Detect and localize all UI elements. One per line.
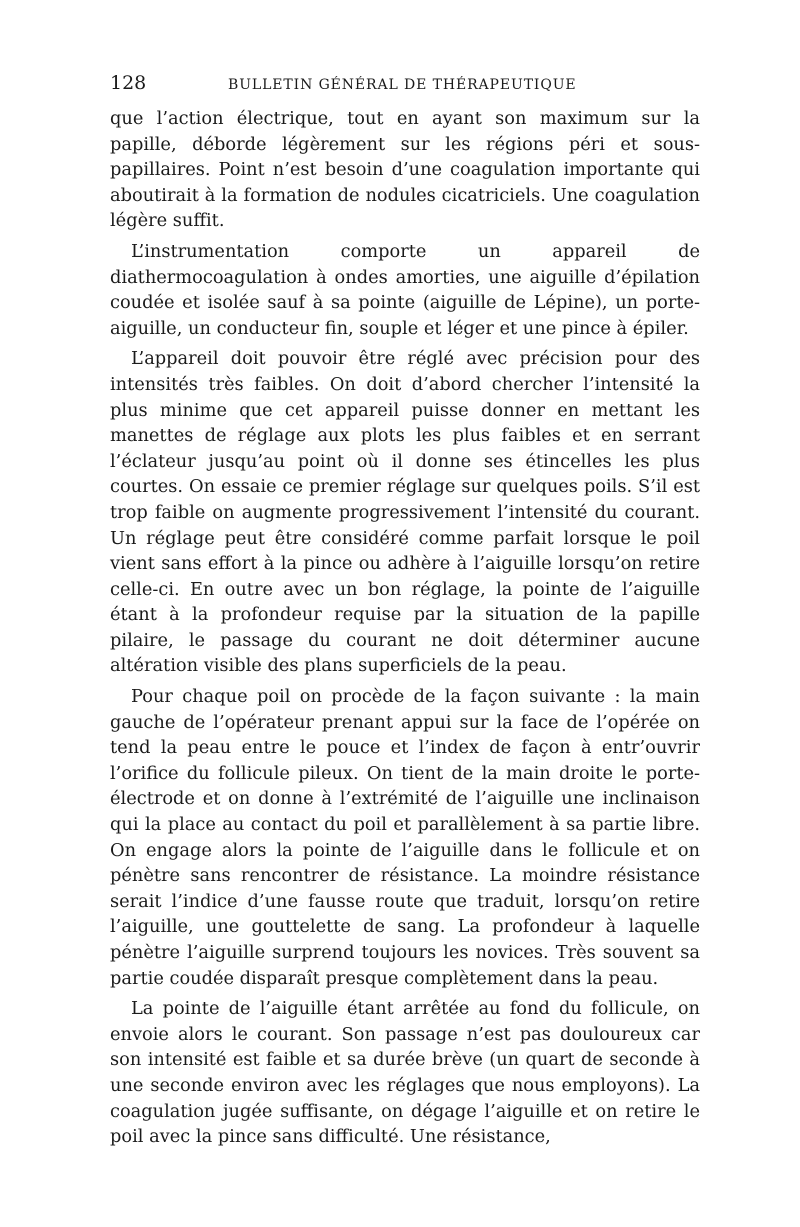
paragraph-1: que l’action électrique, tout en ayant son maximum sur la papille, déborde légèrement sur les régions péri et sous-papillaires. Point n’est besoin d’une coagulation importante qui aboutirait à la formation de nodules cicatriciels. Une coagulation légère suffit.	[110, 108, 700, 232]
paragraph-4: Pour chaque poil on procède de la façon suivante : la main gauche de l’opérateur prenant appui sur la face de l’opérée on tend la peau entre le pouce et l’index de façon à entr’ouvrir l’orifice du follicule pileux. On tient de la main droite le porte-électrode et on donne à l’extrémité de l’aiguille une inclinaison qui la place au contact du poil et parallèlement à sa partie libre. On engage alors la pointe de l’aiguille dans le follicule et on pénètre sans rencontrer de résistance. La moindre résistance serait l’indice d’une fausse route que traduit, lorsqu’on retire l’aiguille, une gouttelette de sang. La profondeur à laquelle pénètre l’aiguille surprend toujours les novices. Très souvent sa partie coudée disparaît presque complètement dans la peau.	[110, 686, 700, 989]
paragraph-2: L’instrumentation comporte un appareil de diathermocoagulation à ondes amorties, une aiguille d’épilation coudée et isolée sauf à sa pointe (aiguille de Lépine), un porte-aiguille, un conducteur fin, souple et léger et une pince à épiler.	[110, 240, 700, 339]
running-title: BULLETIN GÉNÉRAL DE THÉRAPEUTIQUE	[228, 77, 577, 93]
book-page	[110, 72, 700, 1150]
body-text	[110, 106, 700, 1150]
paragraph-3: L’appareil doit pouvoir être réglé avec précision pour des intensités très faibles. On doit d’abord chercher l’intensité la plus minime que cet appareil puisse donner en mettant les manettes de réglage aux plots les plus faibles et en serrant l’éclateur jusqu’au point où il donne ses étincelles les plus courtes. On essaie ce premier réglage sur quelques poils. S’il est trop faible on augmente progressivement l’intensité du courant. Un réglage peut être considéré comme parfait lorsque le poil vient sans effort à la pince ou adhère à l’aiguille lorsqu’on retire celle-ci. En outre avec un bon réglage, la pointe de l’aiguille étant à la profondeur requise par la situation de la papille pilaire, le passage du courant ne doit déterminer aucune altération visible des plans superficiels de la peau.	[110, 348, 700, 677]
page-header	[110, 72, 700, 102]
paragraph-5: La pointe de l’aiguille étant arrêtée au fond du follicule, on envoie alors le courant. Son passage n’est pas douloureux car son intensité est faible et sa durée brève (un quart de seconde à une seconde environ avec les réglages que nous employons). La coagulation jugée suffisante, on dégage l’aiguille et on retire le poil avec la pince sans difficulté. Une résistance,	[110, 998, 700, 1148]
page-number: 128	[110, 72, 147, 94]
